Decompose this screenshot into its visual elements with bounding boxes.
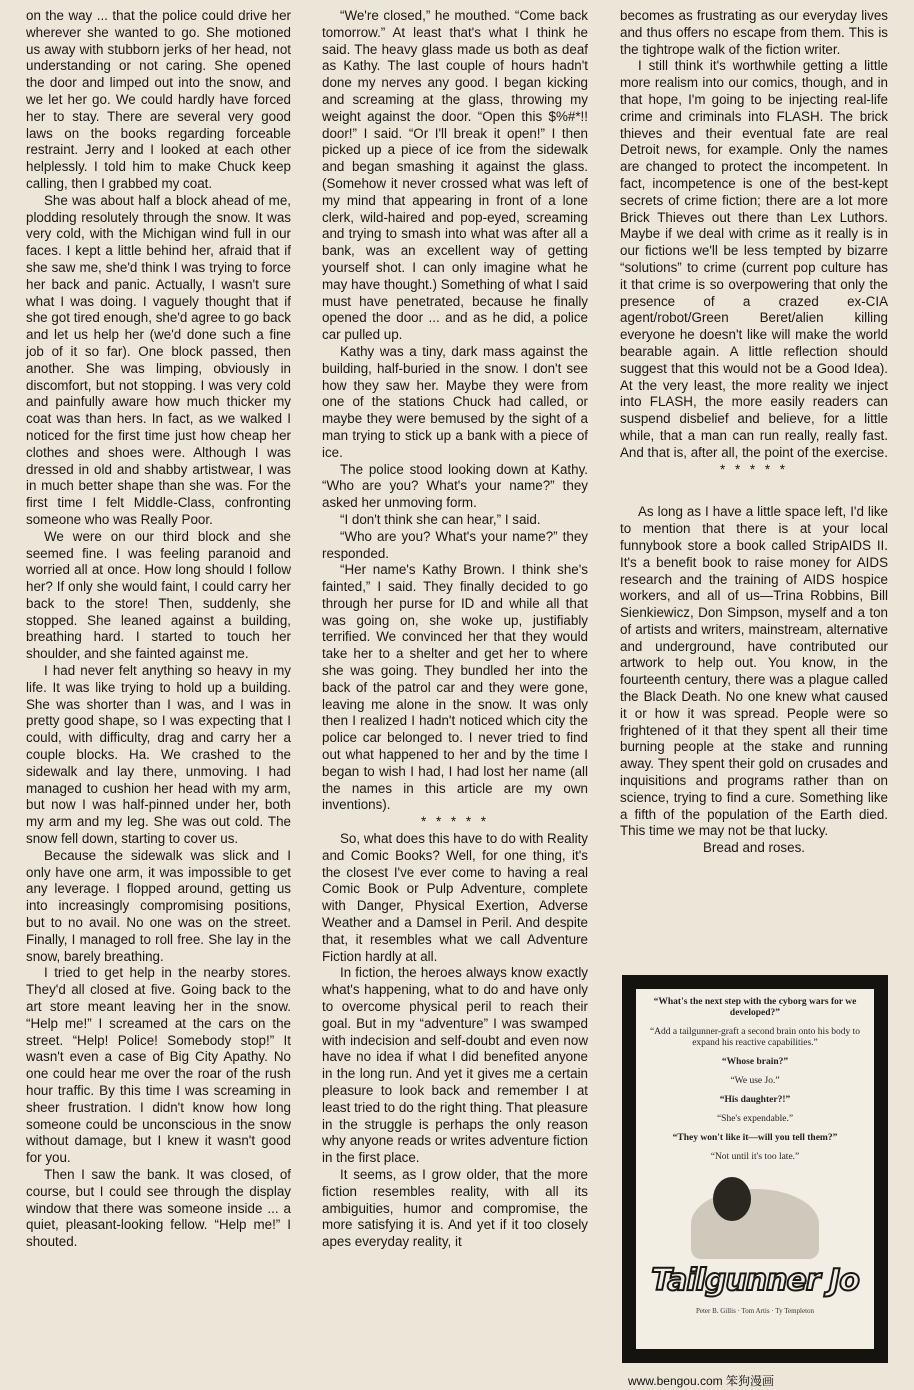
- paragraph: “I don't think she can hear,” I said.: [340, 511, 541, 527]
- footer-watermark: www.bengou.com 笨狗漫画: [627, 1374, 774, 1388]
- paragraph: It seems, as I grow older, that the more fiction resembles reality, with all its ambiguities, humor and compromise, the more satisfying it is. And yet if it too closely apes everyday reality, it: [322, 1166, 588, 1250]
- section-separator: * * * * *: [421, 814, 489, 830]
- ad-line: “Not until it's too late.”: [710, 1152, 800, 1162]
- paragraph: “We're closed,” he mouthed. “Come back tomorrow.” At least that's what I think he said. The heavy glass made us both as deaf as Kathy. The last couple of hours hadn't done my nerves any good. I began kicking and screaming at the glass, throwing my weight against the door. “Open this $%#*!! door!” I said. “Or I'll break it open!” I then picked up a piece of ice from the sidewalk and began smashing it against the glass. (Somehow it never crossed what was left of my mind that appearing in front of a lone clerk, wild-haired and pop-eyed, screaming and trying to smash into what was after all a bank, was an excellent way of getting yourself shot. I can only imagine what he may have thought.) Something of what I said must have penetrated, because he finally opened the door ... and as he did, a police car pulled up.: [322, 8, 588, 343]
- paragraph: Kathy was a tiny, dark mass against the building, half-buried in the snow. I don't see how they saw her. Maybe they were from one of the stations Chuck had called, or maybe they were bemused by the sight of a man trying to stick up a bank with a piece of ice.: [322, 343, 588, 460]
- article-column-3: [620, 8, 888, 857]
- ad-credits: Peter B. Gillis · Tom Artis · Ty Templeton: [695, 1307, 815, 1315]
- ad-line: “She's expendable.”: [716, 1114, 794, 1124]
- paragraph: I tried to get help in the nearby stores. They'd all closed at five. Going back to the art store meant leaving her in the snow. “Help me!” I screamed at the cars on the street. “Help! Police! Somebody stop!” It wasn't even a case of Big City Apathy. No one could hear me over the roar of the rush hour traffic. By this time I was screaming in sheer frustration. I didn't know how long someone could be unconscious in the snow without damage, but I knew it wasn't good for you.: [26, 965, 291, 1166]
- paragraph: In fiction, the heroes always know exactly what's happening, what to do and have only to overcome physical peril to reach their goal. But in my “adventure” I was swamped with indecision and self-doubt and even now have no idea if what I did benefited anyone in the long run. And yet it gives me a certain pleasure to look back and remember I at least tried to do the right thing. That pleasure in the struggle is perhaps the only reason why anyone reads or writes adventure fiction in the first place.: [322, 965, 588, 1166]
- article-column-1: [26, 8, 291, 1251]
- paragraph: We were on our third block and she seemed fine. I was feeling paranoid and worried all at once. How long should I follow her? If only she would faint, I could carry her back to the store! Then, suddenly, she stopped. She leaned against a building, breathing hard. I started to touch her shoulder, and she fainted against me.: [26, 528, 291, 662]
- paragraph: She was about half a block ahead of me, plodding resolutely through the snow. It was very cold, with the Michigan wind full in our faces. I kept a little behind her, afraid that if she saw me, she'd think I was trying to force her back and panic. Actually, I wasn't sure what I was doing. I vaguely thought that if she got tired enough, she'd agree to go back and let us help her (we'd done such a fine job of it so far). One block passed, then another. She was limping, obviously in discomfort, but not stopping. I was very cold and painfully aware how much thicker my coat was than hers. In fact, as we walked I noticed for the first time just how cheap her clothes and shoes were. Although I was dressed in old and shabby artistwear, I was in much better shape than she was. For the first time I felt Middle-Class, confronting someone who was Really Poor.: [26, 192, 291, 527]
- paragraph: “Her name's Kathy Brown. I think she's fainted,” I said. They finally decided to go through her purse for ID and while all that was going on, she woke up, justifiably terrified. We convinced her that they would take her to a shelter and get her to where she was going. They bundled her into the back of the patrol car and they were gone, leaving me alone in the snow. It was only then I realized I hadn't noticed which city the police car belonged to. I never tried to find out what happened to her and by the time I began to wish I had, I had lost her name (all the names in this article are my own inventions).: [322, 562, 588, 813]
- article-column-2: [322, 8, 588, 1251]
- ad-line: “His daughter?!”: [719, 1095, 791, 1105]
- paragraph: on the way ... that the police could drive her wherever she wanted to go. She motioned us away with stubborn jerks of her head, not understanding or not caring. She opened the door and limped out into the snow, and we let her go. We could hardly have forced her to stay. There are several very good laws on the books regarding forceable restraint. Jerry and I looked at each other helplessly. I told him to make Chuck keep calling, then I grabbed my coat.: [26, 8, 291, 191]
- ad-logo: Tailgunner Jo: [651, 1263, 859, 1298]
- ad-line: “They won't like it—will you tell them?”: [672, 1133, 838, 1143]
- signoff: Bread and roses.: [703, 840, 805, 856]
- advertisement-panel: [636, 989, 874, 1349]
- paragraph: So, what does this have to do with Reality and Comic Books? Well, for one thing, it's the closest I've ever come to having a real Comic Book or Pulp Adventure, complete with Danger, Physical Exertion, Adverse Weather and a Damsel in Peril. And despite that, it resembles what we call Adventure Fiction hardly at all.: [322, 831, 588, 964]
- ad-illustration: [691, 1189, 819, 1259]
- paragraph: Then I saw the bank. It was closed, of course, but I could see through the display window that there was someone inside ... a quiet, pleasant-looking fellow. “Help me!” I shouted.: [26, 1166, 291, 1250]
- paragraph: I still think it's worthwhile getting a little more realism into our comics, though, and in that hope, I'm going to be injecting real-life crime and criminals into FLASH. The brick thieves and their eventual fate are real Detroit news, for example. Only the names are changed to protect the incompetent. In fact, incompetence is one of the best-kept secrets of crime fiction; there are a lot more Brick Thieves out there than Lex Luthors. Maybe if we deal with crime as it really is in our fictions we'll be less tempted by bizarre “solutions” to crime (current pop culture has it that crime is so overpowering that only the presence of a crazed ex-CIA agent/robot/Green Beret/alien killing everyone he doesn't like will make the world bearable again. A little reflection should suggest that this would not be a Good Idea). At the very least, the more reality we inject into FLASH, the more easily readers can suspend disbelief and believe, for a little while, that a man can run really, really fast. And that is, after all, the point of the exercise.: [620, 58, 888, 460]
- paragraph: I had never felt anything so heavy in my life. It was like trying to hold up a building. She was shorter than I was, and I was in pretty good shape, so I was expecting that I could, with difficulty, drag and carry her a couple blocks. Ha. We crashed to the sidewalk and lay there, unmoving. I had managed to cushion her head with my arm, but now I was half-pinned under her, both my arm and my leg. She was out cold. The snow fell down, starting to cover us.: [26, 663, 291, 847]
- figure-head-illustration: [713, 1177, 751, 1221]
- ad-line: “What's the next step with the cyborg wars for we developed?”: [653, 997, 857, 1018]
- paragraph: The police stood looking down at Kathy. “Who are you? What's your name?” they asked her unmoving form.: [322, 461, 588, 511]
- paragraph: As long as I have a little space left, I'd like to mention that there is at your local funnybook store a book called StripAIDS II. It's a benefit book to raise money for AIDS research and the training of AIDS hospice workers, and all of us—Trina Robbins, Bill Sienkiewicz, Don Simpson, myself and a ton of artists and writers, mainstream, alternative and underground, have contributed our artwork to help out. You know, in the fourteenth century, there was a plague called the Black Death. No one knew what caused it or how it was spread. People were so frightened of it that they spent all their time burning people at the stake and running away. They spent their gold on crusades and inquisitions and programs rather than on science, trying to find a cure. Something like a fifth of the population of the Earth died. This time we may not be that lucky.: [620, 504, 888, 839]
- section-separator: * * * * *: [720, 461, 788, 477]
- advertisement-box: [622, 975, 888, 1363]
- ad-line: “Add a tailgunner-graft a second brain onto his body to expand his reactive capabilities.”: [649, 1027, 861, 1048]
- paragraph: becomes as frustrating as our everyday lives and thus offers no escape from them. This is the tightrope walk of the fiction writer.: [620, 8, 888, 57]
- paragraph: “Who are you? What's your name?” they responded.: [322, 528, 588, 561]
- ad-line: “Whose brain?”: [721, 1057, 789, 1067]
- ad-line: “We use Jo.”: [730, 1076, 780, 1086]
- paragraph: Because the sidewalk was slick and I only have one arm, it was impossible to get any leverage. I flopped around, getting us into increasingly compromising positions, but to no avail. No one was on the street. Finally, I managed to roll free. She lay in the snow, barely breathing.: [26, 847, 291, 964]
